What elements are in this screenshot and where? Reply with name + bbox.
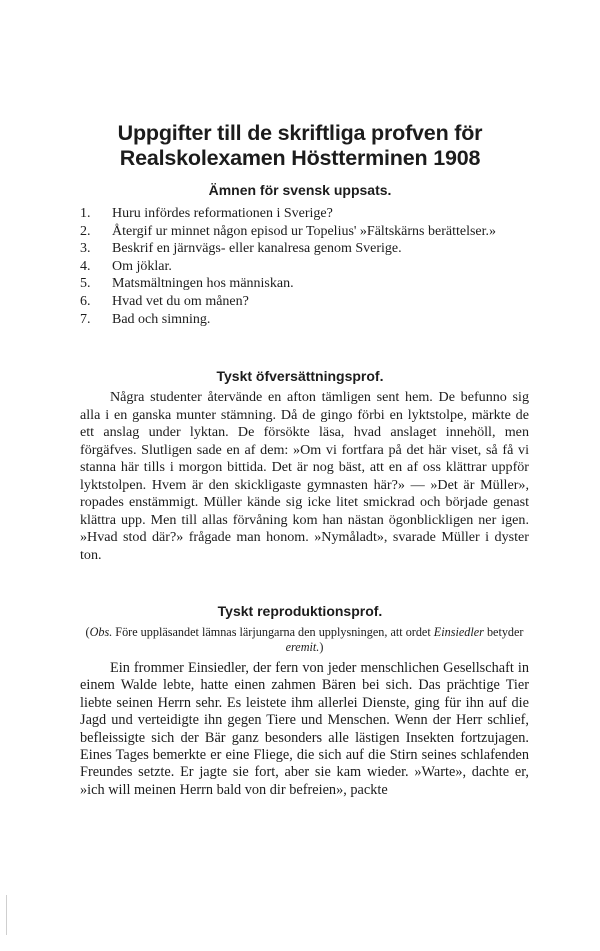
essay-topic-text: Återgif ur minnet någon episod ur Topelius' »Fältskärns berättelser.» bbox=[112, 223, 497, 239]
reproduction-text: Ein frommer Einsiedler, der fern von jeder menschlichen Gesellschaft in einem Walde lebte, hatte einen zahmen Bären bei sich. Das prächtige Tier liebte seinen Herrn sehr. Es leistete ihm allerlei Dienste, ging für ihn auf die Jagd und verteidigte ihn gegen Tiere und Menschen. Wenn der Herr schlief, befleissigte sich der Bär ganz besonders alle lästigen Insekten fortzujagen. Eines Tages bemerkte er eine Fliege, die sich auf die Stirn seines schlafenden Freundes setzte. Er jagte sie fort, aber sie kam wieder. »Warte», dachte er, »ich will meinen Herrn bald von dir befreien», packte bbox=[80, 660, 529, 798]
essay-topic-item bbox=[80, 311, 540, 329]
essay-topic-number: 5. bbox=[80, 276, 91, 292]
essay-topic-number: 6. bbox=[80, 293, 91, 309]
translation-heading: Tyskt öfversättningsprof. bbox=[216, 368, 384, 384]
essay-topic-item bbox=[80, 240, 540, 258]
essay-heading: Ämnen för svensk uppsats. bbox=[208, 182, 392, 198]
essay-topic-item bbox=[80, 258, 540, 276]
essay-topic-text: Om jöklar. bbox=[112, 258, 172, 274]
note-text2: betyder bbox=[486, 625, 524, 639]
essay-topic-number: 7. bbox=[80, 311, 91, 327]
essay-topic-text: Matsmältningen hos människan. bbox=[112, 276, 294, 292]
reproduction-heading: Tyskt reproduktionsprof. bbox=[217, 603, 383, 619]
note-text: Före uppläsandet lämnas lärjungarna den upplysningen, att ordet bbox=[115, 625, 431, 639]
essay-topic-number: 1. bbox=[80, 206, 91, 221]
translation-text: Några studenter återvände en afton tämligen sent hem. De befunno sig alla i en ganska munter stämning. Då de gingo förbi en lyktstolpe, märkte de ett anslag under lyktan. De försökte läsa, hvad anslaget innehöll, men förgäfves. Slutligen sade en af dem: »Om vi fortfara på det här viset, så få vi stanna här tills i morgon bittida. Det är nog bäst, att en af oss klättrar uppför lyktstolpen. Hvem är den skickligaste gymnasten här?» — »Det är Müller», ropades enstämmigt. Müller kände sig icke litet smickrad och började genast klättra upp. Men till allas förvåning kom han nästan ögonblickligen ner igen. »Hvad stod där?» frågade man honom. »Nymåladt», svarade Müller i dyster ton. bbox=[80, 389, 529, 563]
essay-topic-item bbox=[80, 293, 540, 311]
essay-topic-text: Beskrif en järnvägs- eller kanalresa genom Sverige. bbox=[112, 241, 402, 257]
note-obs: Obs. bbox=[89, 625, 113, 639]
page-edge-mark bbox=[6, 895, 7, 935]
essay-topic-number: 3. bbox=[80, 241, 91, 257]
essay-topic-list bbox=[80, 205, 540, 328]
essay-topic-number: 2. bbox=[80, 223, 91, 239]
essay-topic-text: Hvad vet du om månen? bbox=[112, 293, 249, 309]
reproduction-note: (Obs. Före uppläsandet lämnas lärjungarna den upplysningen, att ordet Einsiedler betyder eremit.) bbox=[85, 625, 524, 654]
note-word: Einsiedler bbox=[433, 625, 484, 639]
essay-topic-text: Huru infördes reformationen i Sverige? bbox=[112, 206, 333, 221]
essay-topic-number: 4. bbox=[80, 258, 91, 274]
note-word2: eremit. bbox=[285, 640, 320, 654]
essay-topic-item bbox=[80, 223, 540, 241]
essay-topic-item bbox=[80, 275, 540, 293]
document-title: Uppgifter till de skriftliga profven för Realskolexamen Höstterminen 1908 bbox=[117, 121, 483, 170]
essay-topic-item bbox=[80, 205, 540, 223]
essay-topic-text: Bad och simning. bbox=[112, 311, 211, 327]
